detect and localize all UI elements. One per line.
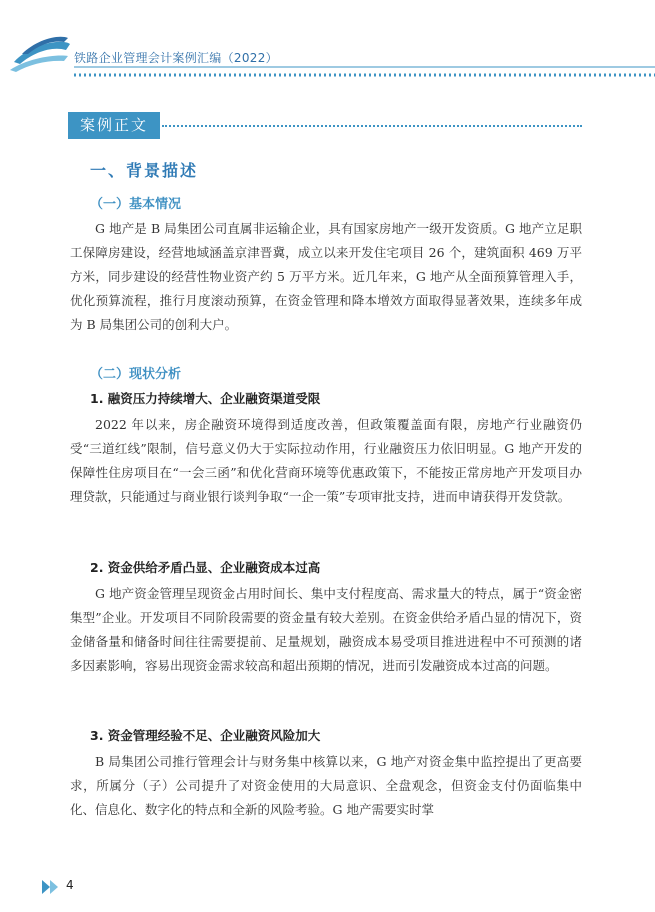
subheading-basic-info: （一）基本情况 (90, 197, 182, 212)
book-title: 铁路企业管理会计案例汇编（2022） (74, 51, 278, 65)
page-number: 4 (66, 878, 74, 892)
paragraph-point-2: G 地产资金管理呈现资金占用时间长、集中支付程度高、需求量大的特点，属于“资金密集型”企业。开发项目不同阶段需要的资金量有较大差别。在资金供给矛盾凸显的情况下，资金储备量和储备时间往往需要提前、足量规划，融资成本易受项目推进进程中不可预测的诸多因素影响，容易出现资金需求较高和超出预期的情况，进而引发融资成本过高的问题。 (70, 586, 582, 673)
page-arrow-icon (42, 880, 62, 894)
train-logo-icon (10, 37, 70, 72)
subheading-status-analysis: （二）现状分析 (90, 367, 182, 382)
paragraph-point-3: B 局集团公司推行管理会计与财务集中核算以来，G 地产对资金集中监控提出了更高要求，所属分（子）公司提升了对资金使用的大局意识、全盘观念，但资金支付仍面临集中化、信息化、数字化的特点和全新的风险考验。G 地产需要实时掌 (70, 754, 582, 817)
section-heading: 一、背景描述 (90, 161, 199, 180)
point-heading-3: 3. 资金管理经验不足、企业融资风险加大 (90, 728, 321, 743)
paragraph-point-1: 2022 年以来，房企融资环境得到适度改善，但政策覆盖面有限，房地产行业融资仍受“三道红线”限制，信号意义仍大于实际拉动作用，行业融资压力依旧明显。G 地产开发的保障性住房项目在“一会三函”和优化营商环境等优惠政策下，不能按正常房地产开发项目办理贷款，只能通过与商业银行谈判争取“一企一策”专项审批支持，进而申请获得开发贷款。 (70, 417, 582, 504)
paragraph-basic-info: G 地产是 B 局集团公司直属非运输企业，具有国家房地产一级开发资质。G 地产立足职工保障房建设，经营地域涵盖京津晋冀，成立以来开发住宅项目 26 个，建筑面积 469 万平方米，同步建设的经营性物业资产约 5 万平方米。近几年来，G 地产从全面预算管理入手，优化预算流程，推行月度滚动预算，在资金管理和降本增效方面取得显著效果，连续多年成为 B 局集团公司的创利大户。 (70, 221, 582, 332)
point-heading-2: 2. 资金供给矛盾凸显、企业融资成本过高 (90, 560, 321, 575)
point-heading-1: 1. 融资压力持续增大、企业融资渠道受限 (90, 391, 321, 406)
header-decoration (0, 0, 655, 86)
section-tag: 案例正文 (68, 112, 160, 139)
section-tag-divider (162, 125, 582, 127)
